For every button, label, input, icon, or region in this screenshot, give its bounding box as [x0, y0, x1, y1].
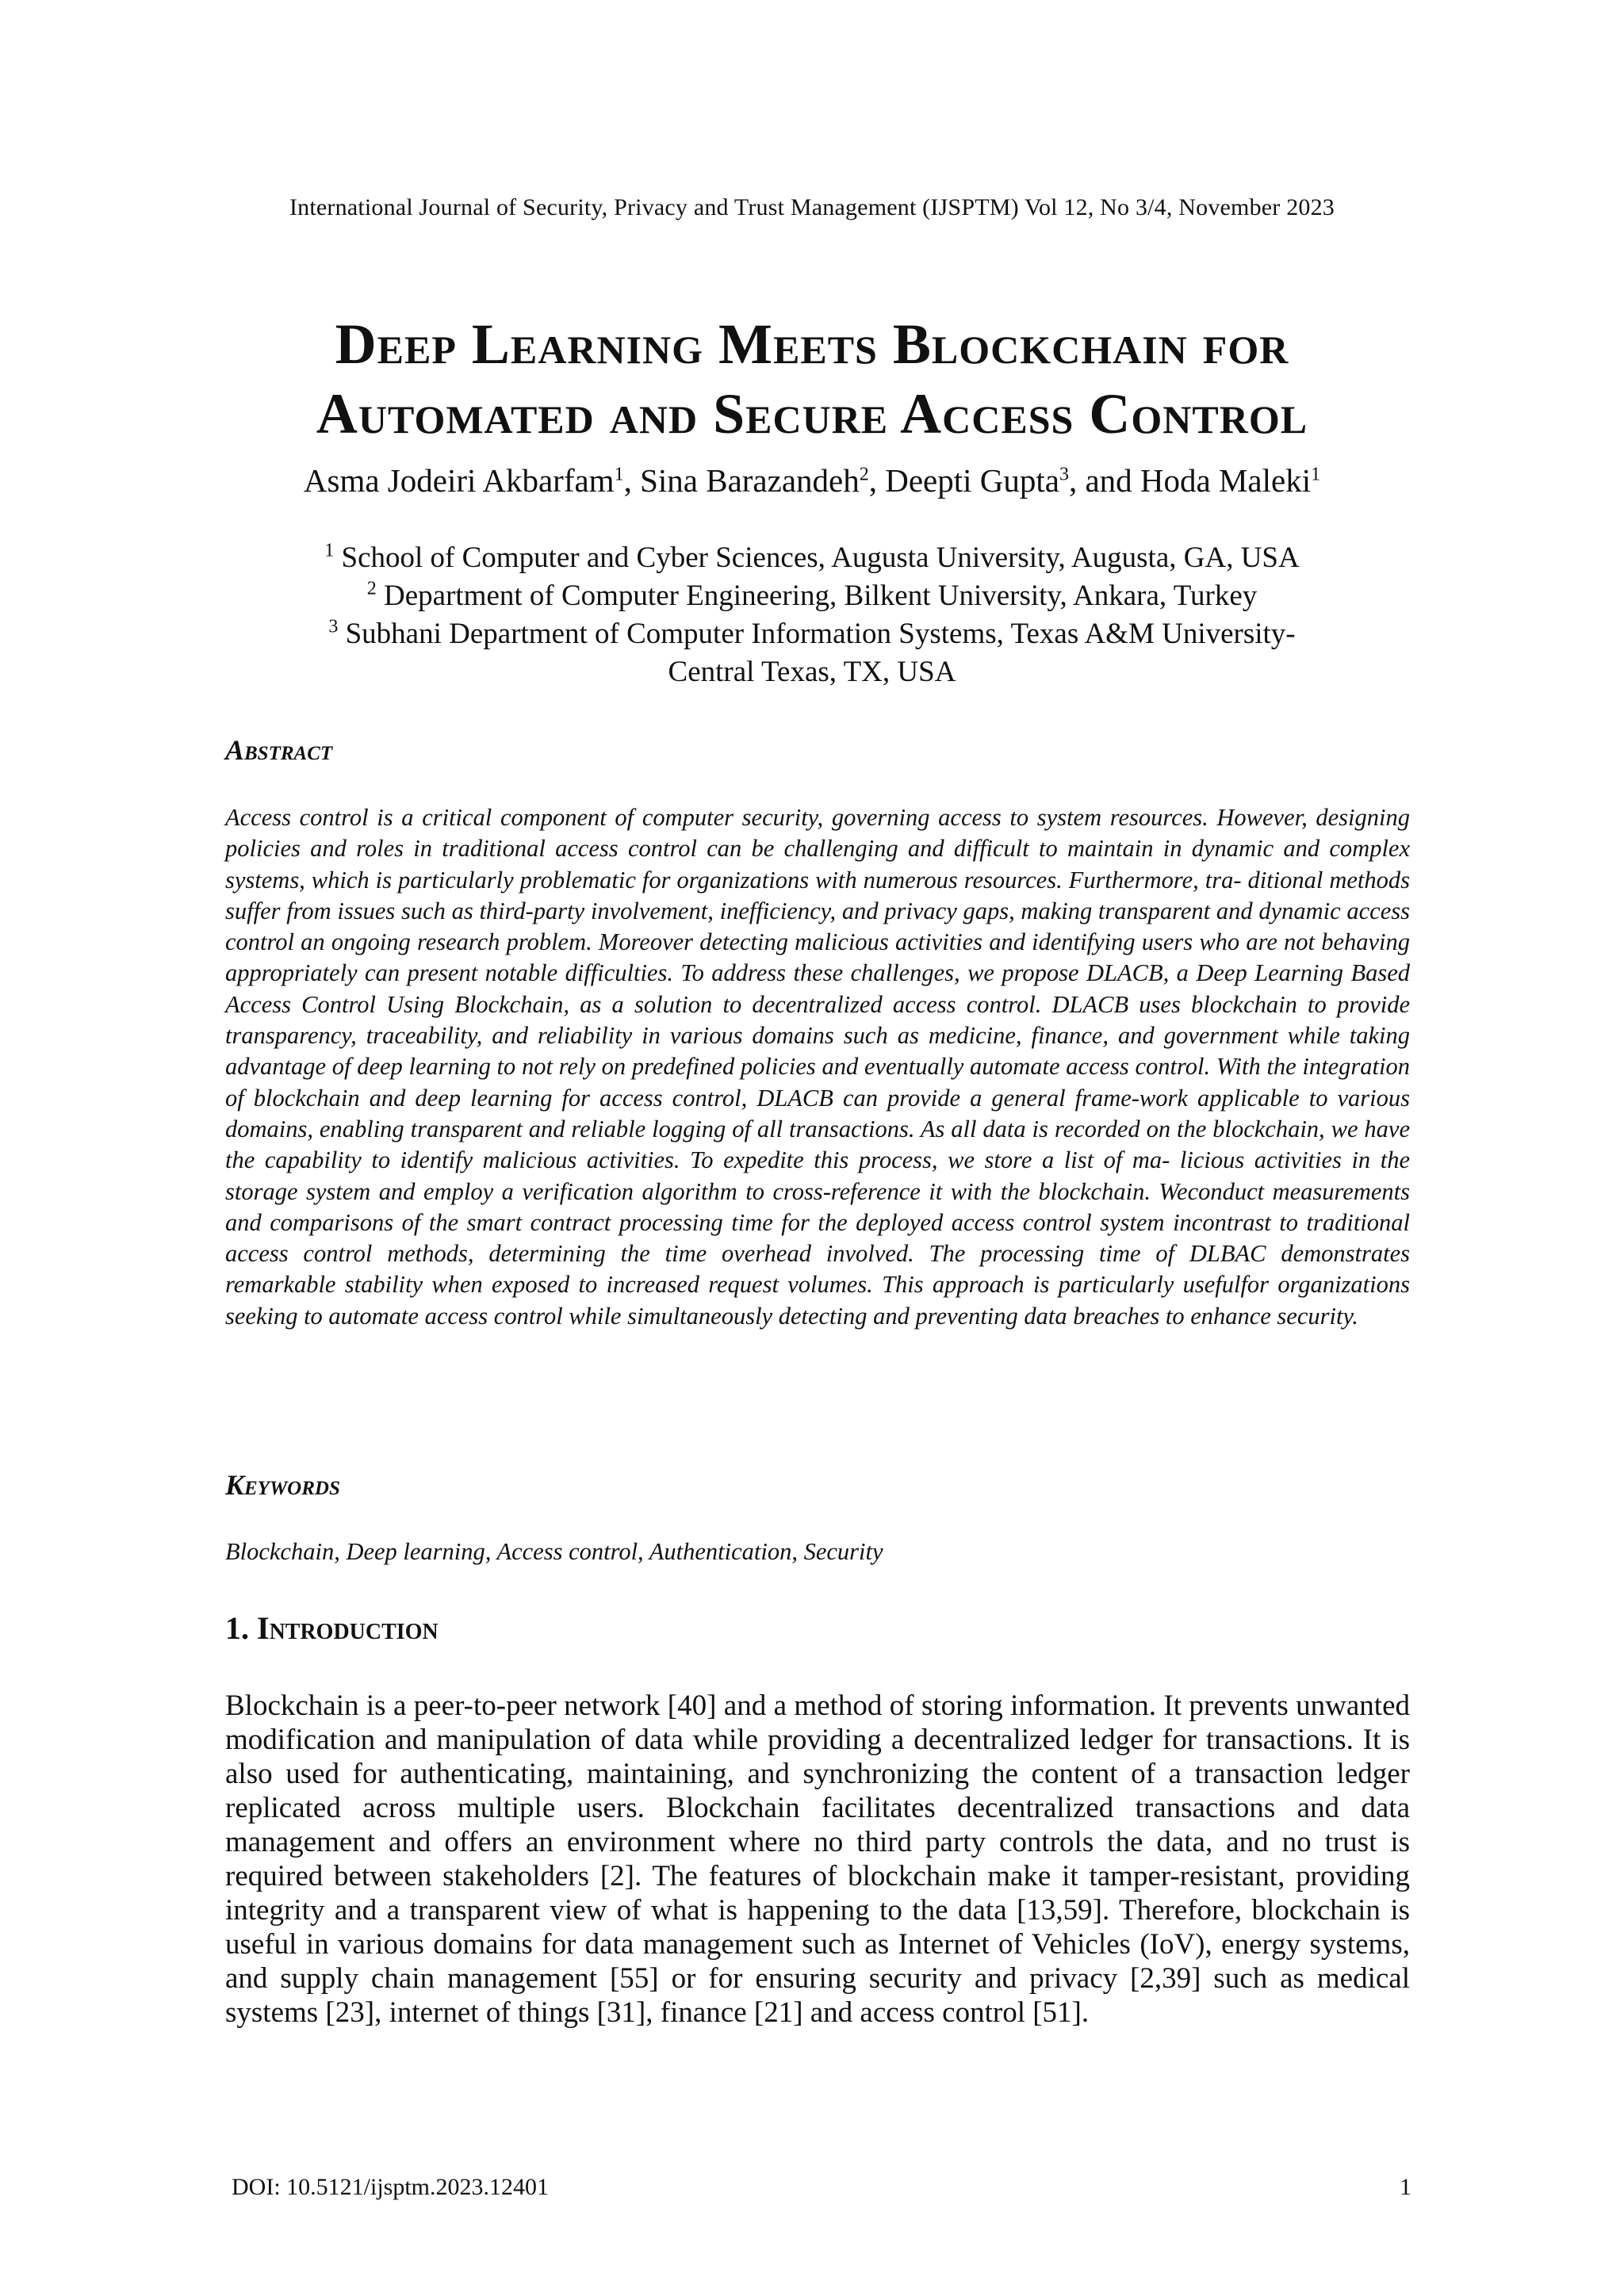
author-separator: , — [623, 462, 641, 499]
abstract-body: Access control is a critical component of computer security, governing access to system resources. However, designing policies and roles in traditional access control can be challenging and difficult to maintain in dynamic and complex systems, which is particularly problematic for organizations with numerous resources. Furthermore, tra- ditional methods suffer from issues such as third-party involvement, inefficiency, and privacy gaps, making transparent and dynamic access control an ongoing research problem. Moreover detecting malicious activities and identifying users who are not behaving appropriately can present notable difficulties. To address these challenges, we propose DLACB, a Deep Learning Based Access Control Using Blockchain, as a solution to decentralized access control. DLACB uses blockchain to provide transparency, traceability, and reliability in various domains such as medicine, finance, and government while taking advantage of deep learning to not rely on predefined policies and eventually automate access control. With the integration of blockchain and deep learning for access control, DLACB can provide a general frame-work applicable to various domains, enabling transparent and reliable logging of all transactions. As all data is recorded on the blockchain, we have the capability to identify malicious activities. To expedite this process, we store a list of ma- licious activities in the storage system and employ a verification algorithm to cross-reference it with the blockchain. Weconduct measurements and comparisons of the smart contract processing time for the deployed access control system incontrast to traditional access control methods, determining the time overhead involved. The processing time of DLBAC demonstrates remarkable stability when exposed to increased request volumes. This approach is particularly usefulfor organizations seeking to automate access control while simultaneously detecting and preventing data breaches to enhance security. — [225, 804, 1410, 1330]
affiliation-line — [0, 653, 1624, 691]
author-separator: , and — [1068, 462, 1140, 499]
author-affiliation-mark: 3 — [1059, 464, 1069, 485]
paper-title — [0, 309, 1624, 449]
author-affiliation-mark: 2 — [859, 464, 869, 485]
affiliation-text: Department of Computer Engineering, Bilkent University, Ankara, Turkey — [376, 580, 1258, 612]
affiliation-text: Central Texas, TX, USA — [668, 656, 956, 688]
introduction-heading: 1. Introduction — [225, 1610, 439, 1646]
abstract-heading: Abstract — [225, 734, 333, 766]
title-line-1: Deep Learning Meets Blockchain for — [335, 312, 1289, 376]
affiliation-line — [0, 615, 1624, 653]
affiliation-mark: 1 — [324, 540, 335, 561]
affiliation-list — [0, 539, 1624, 691]
affiliation-mark: 2 — [366, 578, 377, 599]
affiliation-text: School of Computer and Cyber Sciences, Augusta University, Augusta, GA, USA — [334, 541, 1300, 574]
author-list — [0, 461, 1624, 499]
keywords-body: Blockchain, Deep learning, Access control, Authentication, Security — [225, 1538, 883, 1565]
affiliation-text: Subhani Department of Computer Information Systems, Texas A&M University- — [338, 618, 1296, 650]
author-name: Sina Barazandeh — [640, 462, 860, 499]
author-name: Hoda Maleki — [1139, 462, 1312, 499]
journal-header: International Journal of Security, Privacy and Trust Management (IJSPTM) Vol 12, No 3/4, November 2023 — [289, 194, 1335, 220]
affiliation-line — [0, 577, 1624, 615]
author-separator: , — [868, 462, 886, 499]
author-affiliation-mark: 1 — [614, 464, 624, 485]
title-line-2: Automated and Secure Access Control — [316, 382, 1308, 446]
affiliation-line — [0, 539, 1624, 577]
page-number: 1 — [1400, 2174, 1411, 2200]
author-affiliation-mark: 1 — [1311, 464, 1321, 485]
introduction-body: Blockchain is a peer-to-peer network [40] and a method of storing information. It prevents unwanted modification and manipulation of data while providing a decentralized ledger for transactions. It is also used for authenticating, maintaining, and synchronizing the content of a transaction ledger replicated across multiple users. Blockchain facilitates decentralized transactions and data management and offers an environment where no third party controls the data, and no trust is required between stakeholders [2]. The features of blockchain make it tamper-resistant, providing integrity and a transparent view of what is happening to the data [13,59]. Therefore, blockchain is useful in various domains for data management such as Internet of Vehicles (IoV), energy systems, and supply chain management [55] or for ensuring security and privacy [2,39] such as medical systems [23], internet of things [31], finance [21] and access control [51]. — [225, 1689, 1410, 2029]
footer-doi: DOI: 10.5121/ijsptm.2023.12401 — [232, 2174, 550, 2200]
keywords-heading: Keywords — [225, 1469, 340, 1501]
affiliation-mark: 3 — [328, 616, 339, 637]
author-name: Asma Jodeiri Akbarfam — [303, 462, 615, 499]
author-name: Deepti Gupta — [885, 462, 1059, 499]
